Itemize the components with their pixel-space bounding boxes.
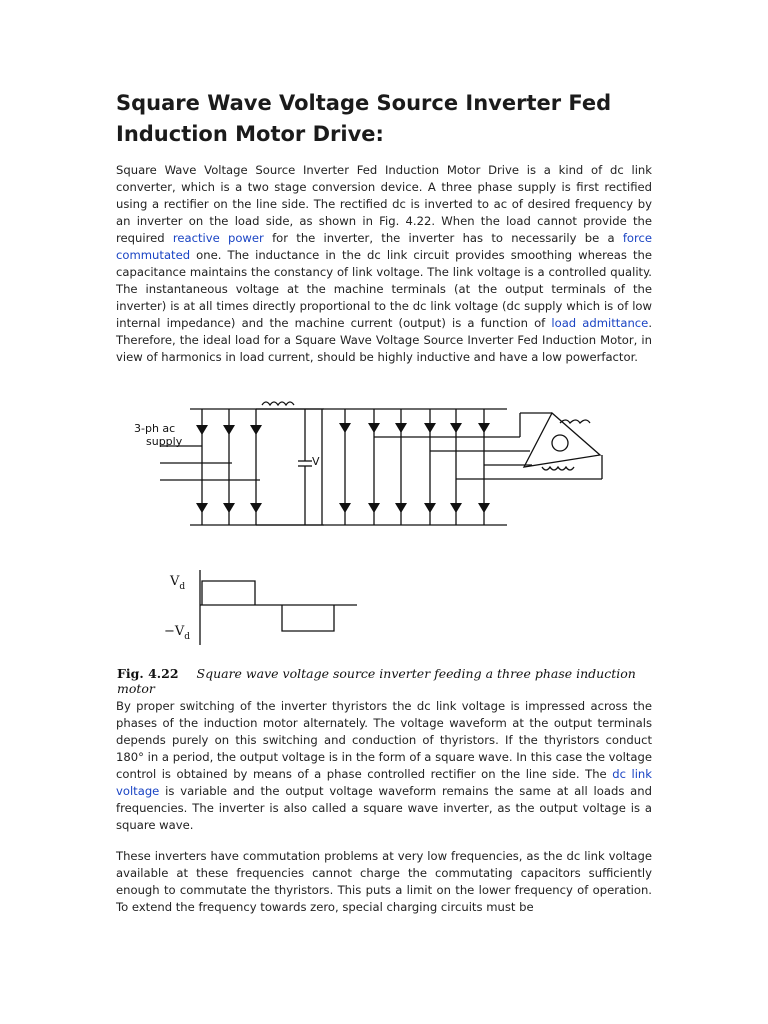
figure-number: Fig. 4.22 bbox=[117, 666, 179, 681]
figure-caption-text: Square wave voltage source inverter feeding a three phase induction motor bbox=[117, 666, 636, 696]
link-force-commutated[interactable]: force commutated bbox=[116, 231, 653, 262]
figure-caption bbox=[117, 666, 637, 696]
capacitor-label: V bbox=[312, 455, 320, 468]
para1-text-2: for the inverter, the inverter has to necessarily be a bbox=[263, 231, 623, 245]
para1-text-4: . Therefore, the ideal load for a Square Wave Voltage Source Inverter Fed Induction Motor, in view of harmonics in load current, should be highly inductive and have a low powerfactor. bbox=[116, 316, 652, 364]
vd-negative-label: $-V_d$ bbox=[164, 624, 191, 642]
link-dc-link-voltage[interactable]: dc link voltage bbox=[116, 767, 652, 798]
para1-text-3: one. The inductance in the dc link circuit provides smoothing whereas the capacitance maintains the constancy of link voltage. The link voltage is a controlled quality. The instantaneous voltage at the machine terminals (at the output terminals of the inverter) is at all times directly proportional to the dc link voltage (dc supply which is of low internal impedance) and the machine current (output) is a function of bbox=[116, 248, 652, 330]
page-title bbox=[116, 88, 676, 150]
para2-text-2: is variable and the output voltage waveform remains the same at all loads and frequencies. The inverter is also called a square wave inverter, as the output voltage is a square wave. bbox=[116, 784, 652, 832]
circuit-figure bbox=[112, 395, 642, 685]
link-reactive-power[interactable]: reactive power bbox=[172, 231, 264, 245]
supply-label-1: 3-ph ac bbox=[134, 422, 176, 435]
vd-positive-label: $V_d$ bbox=[170, 574, 186, 592]
paragraph-intro bbox=[116, 162, 652, 366]
para1-text-1: Square Wave Voltage Source Inverter Fed Induction Motor Drive is a kind of dc link converter, which is a two stage conversion device. A three phase supply is first rectified using a rectifier on the line side. The rectified dc is inverted to ac of desired frequency by an inverter on the load side, as shown in Fig. 4.22. When the load cannot provide the required bbox=[116, 163, 652, 245]
paragraph-commutation: These inverters have commutation problems at very low frequencies, as the dc link voltage available at these frequencies cannot charge the commutating capacitors sufficiently enough to commutate the thyristors. This puts a limit on the lower frequency of operation. To extend the frequency towards zero, special charging circuits must be bbox=[116, 849, 652, 914]
title-line-1: Square Wave Voltage Source Inverter Fed bbox=[116, 91, 612, 115]
title-line-2: Induction Motor Drive: bbox=[116, 122, 384, 146]
para2-text-1: By proper switching of the inverter thyristors the dc link voltage is impressed across the phases of the induction motor alternately. The voltage waveform at the output terminals depends purely on this switching and conduction of thyristors. If the thyristors conduct 180° in a period, the output voltage is in the form of a square wave. In this case the voltage control is obtained by means of a phase controlled rectifier on the line side. The bbox=[116, 699, 652, 781]
link-load-admittance[interactable]: load admittance bbox=[551, 316, 649, 330]
square-waveform bbox=[200, 570, 357, 645]
supply-label-2: supply bbox=[146, 435, 183, 448]
paragraph-switching bbox=[116, 698, 652, 834]
